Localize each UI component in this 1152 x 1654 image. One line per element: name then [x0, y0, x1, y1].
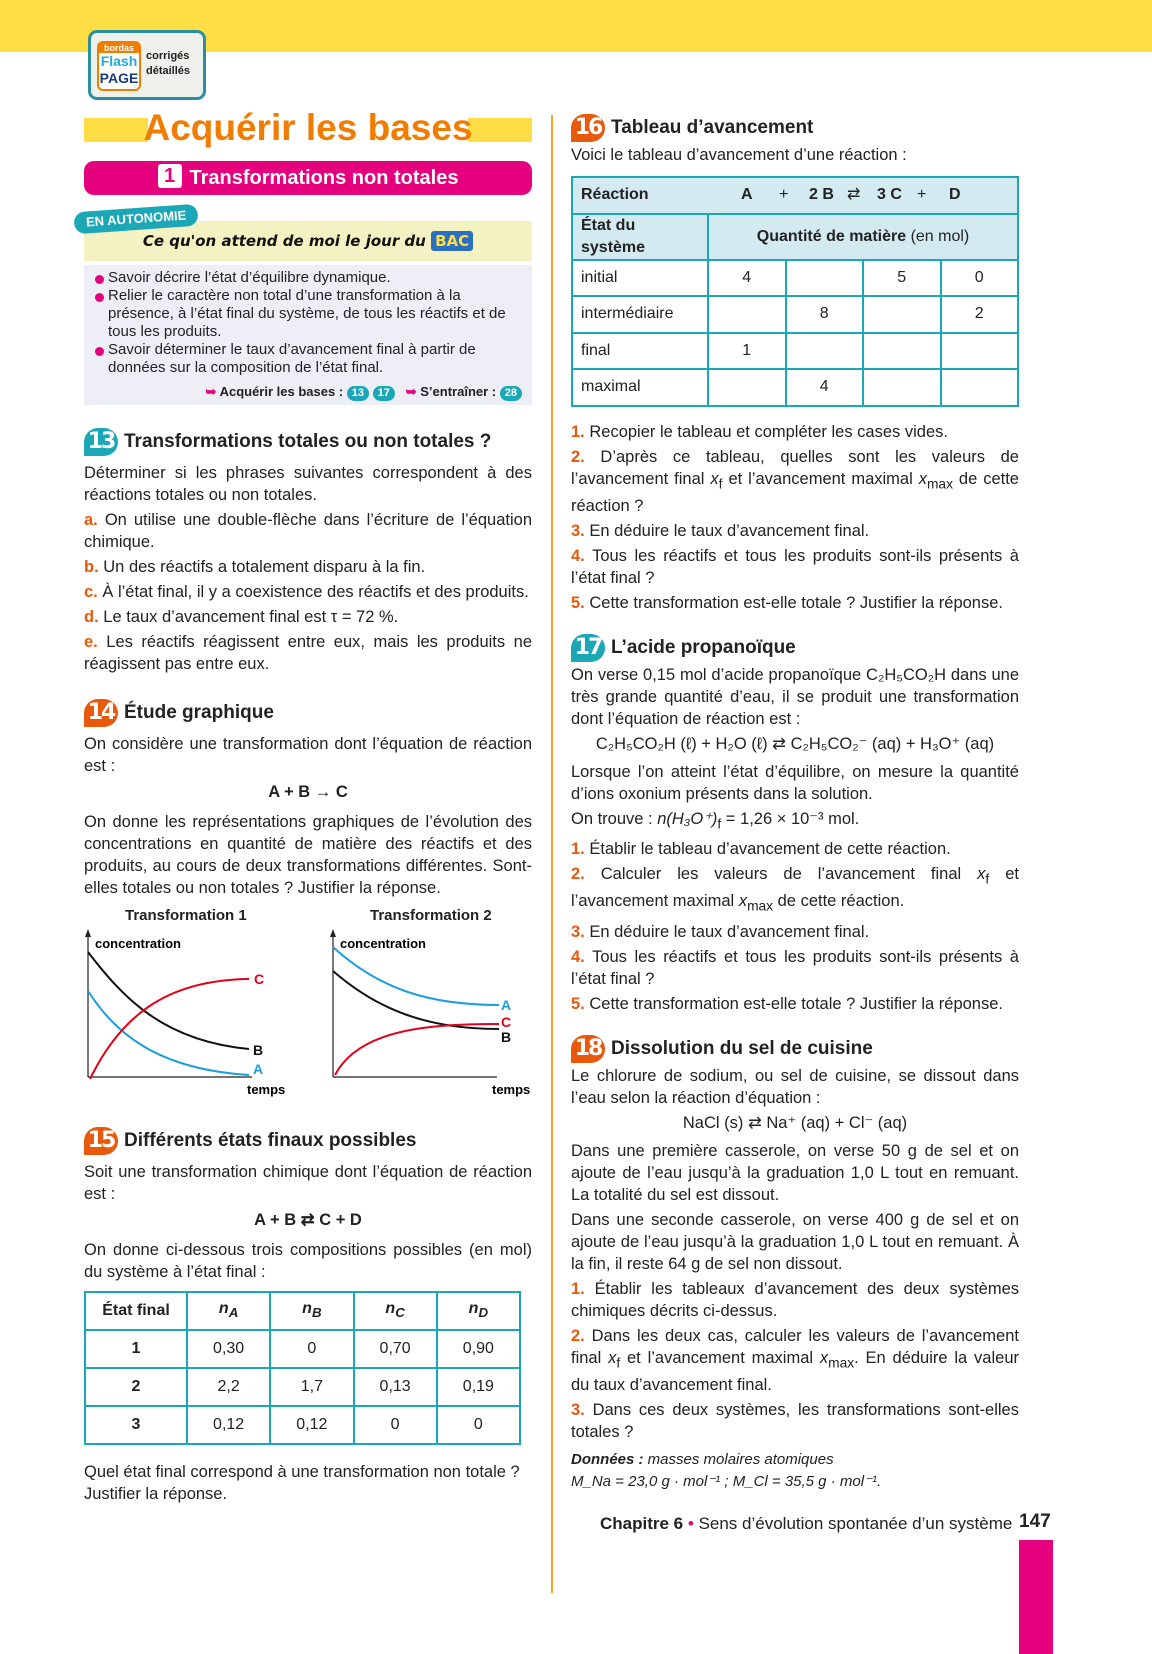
cell: 0,12	[270, 1406, 353, 1444]
question-number: 3.	[571, 1400, 585, 1419]
table-row	[572, 260, 1018, 297]
cell: intermédiaire	[572, 296, 708, 333]
section-title: Transformations non totales	[189, 167, 459, 189]
var-x: x	[918, 469, 927, 488]
series-label-C: C	[254, 971, 265, 987]
cell	[786, 333, 864, 370]
quantity-label	[708, 214, 1018, 260]
curve-B	[333, 971, 499, 1029]
reaction-equation: A + B → C	[268, 783, 348, 801]
var-x: x	[608, 1348, 617, 1367]
cell: 1	[85, 1330, 187, 1368]
var-x: x	[710, 469, 719, 488]
cell	[863, 333, 941, 370]
question-number: 1.	[571, 1279, 585, 1298]
question-text: de cette réaction.	[773, 892, 905, 911]
table-row	[85, 1330, 520, 1368]
item-text: On utilise une double-flèche dans l’écriture de l’équation chimique.	[84, 511, 532, 551]
arrow-icon: ➥	[205, 384, 217, 399]
header-cell	[354, 1292, 437, 1330]
reaction-cell	[572, 177, 1018, 214]
chart1	[84, 927, 299, 1105]
exercise-heading	[571, 634, 1019, 662]
entrainer-label: S’entraîner :	[420, 384, 497, 399]
sub: f	[616, 1354, 621, 1370]
reaction-label: Réaction	[581, 186, 649, 204]
cell: 4	[786, 369, 864, 406]
flashpage-logo[interactable]	[88, 30, 206, 100]
table-header-row	[85, 1292, 520, 1330]
molar-masses: M_Na = 23,0 g · mol⁻¹ ; M_Cl = 35,5 g · mol⁻¹.	[571, 1472, 882, 1490]
item	[84, 581, 532, 603]
exercise-title: Dissolution du sel de cuisine	[611, 1037, 873, 1059]
right-column	[571, 114, 1019, 1496]
data-note	[571, 1449, 1019, 1493]
x-axis-label: temps	[492, 1082, 531, 1097]
exercise-text: On donne les représentations graphiques de l’évolution des concentrations en quantité de matière des réactifs et des produits, au cours de deux transformations différentes. Sont-elles totales ou non totales ? Justifier la réponse.	[84, 813, 532, 897]
page-number: 147	[1019, 1511, 1051, 1532]
logo-flash: Flash	[100, 53, 138, 69]
question-text: D’après ce tableau, quelles sont les valeurs de l’avancement final	[571, 447, 1019, 488]
question	[571, 1278, 1019, 1322]
eq-term: 3 C	[877, 186, 902, 204]
exercise-title: Étude graphique	[124, 702, 274, 723]
exercise-link-17[interactable]: 17	[373, 386, 395, 401]
cell: maximal	[572, 369, 708, 406]
state-label: État du système	[572, 214, 708, 260]
item-text: Un des réactifs a totalement disparu à la fin.	[103, 558, 426, 576]
cell: initial	[572, 260, 708, 297]
exercise-link-28[interactable]: 28	[500, 386, 522, 401]
series-label-A: A	[253, 1061, 264, 1077]
curve-A	[333, 947, 499, 1005]
question-number: 5.	[571, 994, 585, 1013]
cell: 0,90	[437, 1330, 520, 1368]
cell	[941, 369, 1019, 406]
question-text: Cette transformation est-elle totale ? Justifier la réponse.	[589, 593, 1003, 612]
cell	[708, 369, 786, 406]
header-cell	[270, 1292, 353, 1330]
header-n: n	[218, 1299, 229, 1317]
question-text: et l’avancement maximal	[620, 1348, 820, 1367]
y-axis-arrow-icon	[330, 929, 336, 937]
left-column	[84, 428, 532, 1508]
column-divider	[551, 115, 553, 1593]
item-label: b.	[84, 558, 99, 576]
curve-C	[90, 979, 249, 1079]
eq-term: 2 B	[809, 186, 834, 204]
var-x: x	[977, 865, 986, 884]
item	[84, 606, 532, 628]
exercise-15	[84, 1127, 532, 1505]
y-axis-label: concentration	[95, 936, 181, 951]
question-text: Tous les réactifs et tous les produits sont-ils présents à l’état final ?	[571, 546, 1019, 587]
table-row	[572, 333, 1018, 370]
logo-page: PAGE	[99, 70, 139, 86]
table-row	[572, 369, 1018, 406]
bullet-icon: •	[687, 1514, 694, 1533]
acquerir-label: Acquérir les bases :	[219, 384, 344, 399]
exercise-heading	[571, 114, 1019, 142]
item	[84, 631, 532, 675]
question-number: 1.	[571, 840, 585, 859]
question-text: Dans ces deux systèmes, les transformations sont-elles totales ?	[571, 1400, 1019, 1441]
cell: final	[572, 333, 708, 370]
caption-line-1: corrigés	[146, 50, 190, 62]
exercise-heading	[84, 1127, 532, 1155]
header-n: n	[385, 1299, 396, 1317]
exercise-text: On verse 0,15 mol d’acide propanoïque C₂H₅CO₂H dans une très grande quantité d’eau, il se produit une transformation dont l’équation de réaction est :	[571, 665, 1019, 728]
question	[571, 421, 1019, 443]
chapter-title: Sens d’évolution spontanée d’un système	[698, 1514, 1013, 1533]
cell: 2	[85, 1368, 187, 1406]
exercise-text: On donne ci-dessous trois compositions possibles (en mol) du système à l’état final :	[84, 1241, 532, 1281]
eq-term: +	[917, 186, 927, 204]
page-title: Acquérir les bases	[143, 107, 473, 148]
exercise-number: 14	[84, 699, 118, 727]
question-text: Dans les deux cas, calculer les valeurs de l’avancement final	[571, 1326, 1019, 1367]
question-text: Recopier le tableau et compléter les cases vides.	[589, 422, 948, 441]
question-number: 3.	[571, 521, 585, 540]
exercise-number: 13	[84, 428, 118, 456]
autonomie-tag: EN AUTONOMIE	[73, 204, 199, 235]
question-number: 2.	[571, 447, 585, 466]
page-tab-marker	[1019, 1540, 1053, 1654]
objective-item: Savoir déterminer le taux d’avancement final à partir de données sur la composition de l’état final.	[94, 341, 522, 377]
question-number: 4.	[571, 546, 585, 565]
question-number: 4.	[571, 947, 585, 966]
exercise-14	[84, 699, 532, 1105]
cell: 5	[863, 260, 941, 297]
cell: 2	[941, 296, 1019, 333]
cell	[863, 296, 941, 333]
header-sub: D	[478, 1305, 489, 1321]
cell: 0	[437, 1406, 520, 1444]
series-label-B: B	[253, 1042, 264, 1058]
header-sub: B	[311, 1305, 322, 1321]
exercise-number: 17	[571, 634, 605, 662]
question	[571, 838, 1019, 860]
section-banner	[84, 161, 532, 195]
logo-caption	[146, 49, 190, 79]
exercise-title: Différents états finaux possibles	[124, 1130, 417, 1151]
question	[571, 946, 1019, 990]
header-cell: État final	[85, 1292, 187, 1330]
equilibrium-arrow-icon: ⇄	[847, 186, 861, 204]
x-axis-label: temps	[247, 1082, 286, 1097]
question	[571, 520, 1019, 542]
exercise-18	[571, 1035, 1019, 1493]
chapter-label: Chapitre 6	[600, 1514, 684, 1533]
item	[84, 509, 532, 553]
reaction-row	[572, 177, 1018, 214]
question-number: 2.	[571, 1326, 585, 1345]
cell	[863, 369, 941, 406]
reaction-equation: A + B ⇄ C + D	[254, 1211, 362, 1229]
cell: 0,30	[187, 1330, 270, 1368]
chart2	[329, 927, 544, 1105]
logo-brand: bordas	[99, 43, 139, 53]
question-text: Cette transformation est-elle totale ? Justifier la réponse.	[589, 994, 1003, 1013]
item-label: e.	[84, 633, 98, 651]
reaction-equation: NaCl (s) ⇄ Na⁺ (aq) + Cl⁻ (aq)	[682, 1113, 908, 1132]
exercise-text	[571, 808, 1019, 835]
eq-term: A	[741, 186, 753, 204]
y-axis-arrow-icon	[85, 929, 91, 937]
cell: 0	[941, 260, 1019, 297]
question	[571, 1399, 1019, 1443]
question	[571, 1325, 1019, 1396]
sub: f	[985, 871, 990, 887]
bac-badge: BAC	[431, 231, 473, 251]
exercise-number: 16	[571, 114, 605, 142]
item-text: Le taux d’avancement final est τ = 72 %.	[103, 608, 399, 626]
cell: 2,2	[187, 1368, 270, 1406]
header-sub: C	[395, 1305, 405, 1321]
exercise-text: Lorsque l’on atteint l’état d’équilibre, on mesure la quantité d’ions oxonium présents dans la solution.	[571, 762, 1019, 803]
exercise-text: Dans une première casserole, on verse 50 g de sel et on ajoute de l’eau jusqu’à la graduation 1,0 L tout en remuant. La totalité du sel est dissout.	[571, 1141, 1019, 1204]
exercise-title: Tableau d’avancement	[611, 117, 814, 138]
item-label: c.	[84, 583, 98, 601]
cell: 0,70	[354, 1330, 437, 1368]
cell: 0,12	[187, 1406, 270, 1444]
cell: 4	[708, 260, 786, 297]
question	[571, 993, 1019, 1015]
question	[571, 446, 1019, 517]
item-label: d.	[84, 608, 99, 626]
text: = 1,26 × 10⁻³ mol.	[721, 809, 860, 828]
question-text: de cette réaction ?	[571, 469, 1019, 515]
quantity-unit: (en mol)	[906, 227, 970, 245]
question-text: En déduire le taux d’avancement final.	[589, 521, 870, 540]
chart1-title: Transformation 1	[125, 907, 247, 924]
exercise-17	[571, 634, 1019, 1015]
data-label: Données :	[571, 1450, 644, 1468]
exercise-question: Quel état final correspond à une transformation non totale ? Justifier la réponse.	[84, 1463, 520, 1503]
eq-term: +	[779, 186, 789, 204]
question	[571, 921, 1019, 943]
question-text: Calculer les valeurs de l’avancement final	[600, 865, 978, 884]
question-number: 3.	[571, 922, 585, 941]
series-label-C: C	[501, 1014, 512, 1030]
sub: f	[718, 475, 723, 491]
exercise-intro: Déterminer si les phrases suivantes correspondent à des réactions totales ou non totales.	[84, 464, 532, 504]
cell	[708, 296, 786, 333]
question-number: 2.	[571, 865, 585, 884]
series-label-B: B	[501, 1029, 512, 1045]
exercise-intro: On considère une transformation dont l’équation de réaction est :	[84, 735, 532, 775]
item-text: Les réactifs réagissent entre eux, mais les produits ne réagissent pas entre eux.	[84, 633, 532, 673]
exercise-title: Transformations totales ou non totales ?	[124, 431, 492, 452]
exercise-title: L’acide propanoïque	[611, 636, 796, 658]
sub: max	[926, 475, 953, 491]
arrow-icon: ➥	[405, 384, 417, 399]
text: On trouve :	[571, 809, 658, 828]
exercise-heading	[84, 699, 532, 727]
item-label: a.	[84, 511, 98, 529]
question-text: et l’avancement maximal	[571, 865, 1019, 911]
eq-term: D	[949, 186, 961, 204]
advancement-table	[571, 176, 1019, 407]
question	[571, 863, 1019, 918]
cell: 1,7	[270, 1368, 353, 1406]
objectives-box	[84, 265, 532, 405]
objective-item: Savoir décrire l’état d’équilibre dynamique.	[94, 269, 522, 287]
y-axis-label: concentration	[340, 936, 426, 951]
header-n: n	[302, 1299, 312, 1317]
table-row	[85, 1368, 520, 1406]
question	[571, 592, 1019, 614]
sub: max	[828, 1354, 855, 1370]
quantity-label-bold: Quantité de matière	[756, 227, 907, 245]
exercise-16	[571, 114, 1019, 614]
question-text: Établir le tableau d’avancement de cette réaction.	[589, 840, 951, 859]
header-sub: A	[228, 1305, 239, 1321]
var-x: x	[819, 1348, 829, 1367]
question	[571, 545, 1019, 589]
quantity: n(H₃O⁺)	[657, 809, 718, 828]
question-number: 5.	[571, 593, 585, 612]
exercise-heading	[571, 1035, 1019, 1063]
question-text: et l’avancement maximal	[722, 469, 919, 488]
exercise-intro: Le chlorure de sodium, ou sel de cuisine, se dissout dans l’eau selon la réaction d’équation :	[571, 1066, 1019, 1107]
data-text: masses molaires atomiques	[643, 1450, 834, 1468]
objective-item: Relier le caractère non total d’une transformation à la présence, à l’état final du système, de tous les réactifs et de tous les produits.	[94, 287, 522, 341]
question-text: Établir les tableaux d’avancement des deux systèmes chimiques décrits ci-dessus.	[571, 1279, 1019, 1320]
caption-line-2: détaillés	[146, 65, 191, 77]
exercise-number: 15	[84, 1127, 118, 1155]
exercise-heading	[84, 428, 532, 456]
curve-A	[88, 991, 249, 1075]
question-text: . En déduire la valeur du taux d’avancement final.	[571, 1348, 1019, 1394]
autonomie-heading	[84, 230, 532, 252]
question-text: Tous les réactifs et tous les produits sont-ils présents à l’état final ?	[571, 947, 1019, 988]
exercise-intro: Voici le tableau d’avancement d’une réaction :	[571, 146, 907, 164]
exercise-link-13[interactable]: 13	[347, 386, 369, 401]
curve-C	[335, 1024, 499, 1075]
exercise-intro: Soit une transformation chimique dont l’équation de réaction est :	[84, 1163, 532, 1203]
cell: 0	[354, 1406, 437, 1444]
question-number: 1.	[571, 422, 585, 441]
final-states-table	[84, 1291, 521, 1445]
page-footer	[600, 1512, 1012, 1536]
table-row	[85, 1406, 520, 1444]
chart2-title: Transformation 2	[370, 907, 492, 924]
page-title-block	[84, 106, 532, 150]
concentration-charts	[84, 905, 532, 1105]
question-text: En déduire le taux d’avancement final.	[589, 922, 870, 941]
cell: 0,19	[437, 1368, 520, 1406]
header-row	[572, 214, 1018, 260]
header-cell	[187, 1292, 270, 1330]
reaction-equation: C₂H₅CO₂H (ℓ) + H₂O (ℓ) ⇄ C₂H₅CO₂⁻ (aq) + H₃O⁺ (aq)	[595, 734, 995, 753]
series-label-A: A	[501, 997, 512, 1013]
cell: 8	[786, 296, 864, 333]
header-n: n	[468, 1299, 479, 1317]
header-cell	[437, 1292, 520, 1330]
objective-links	[94, 383, 522, 401]
cell: 0	[270, 1330, 353, 1368]
exercise-number: 18	[571, 1035, 605, 1063]
item	[84, 556, 532, 578]
cell	[786, 260, 864, 297]
cell: 1	[708, 333, 786, 370]
curve-B	[88, 952, 249, 1049]
exercise-13	[84, 428, 532, 675]
logo-badge	[97, 41, 141, 91]
sub: f	[717, 816, 722, 832]
var-x: x	[738, 892, 748, 911]
sub: max	[747, 898, 774, 914]
item-text: À l’état final, il y a coexistence des réactifs et des produits.	[102, 583, 529, 601]
autonomie-heading-text: Ce qu'on attend de moi le jour du	[142, 232, 426, 250]
exercise-text: Dans une seconde casserole, on verse 400 g de sel et on ajoute de l’eau jusqu’à la graduation 1,0 L tout en remuant. À la fin, il reste 64 g de sel non dissout.	[571, 1210, 1019, 1273]
table-row	[572, 296, 1018, 333]
cell: 3	[85, 1406, 187, 1444]
section-number: 1	[158, 164, 182, 188]
cell	[941, 333, 1019, 370]
cell: 0,13	[354, 1368, 437, 1406]
